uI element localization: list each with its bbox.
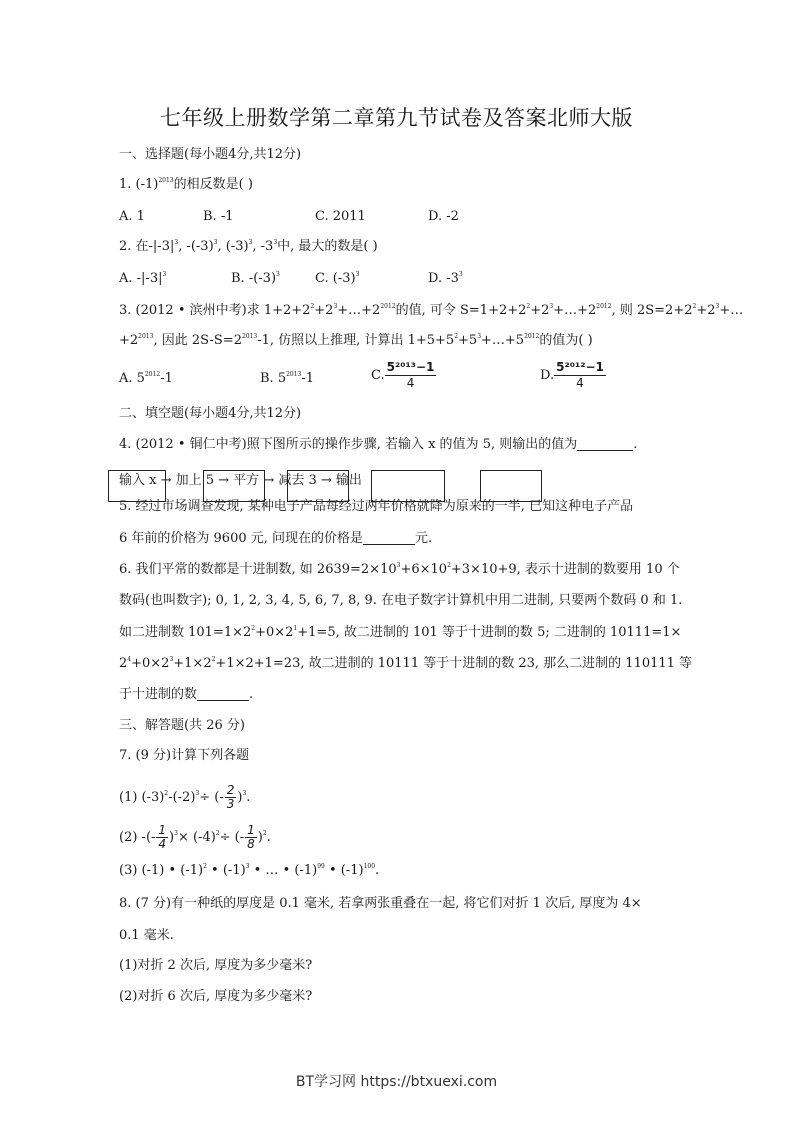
footer-watermark: BT学习网 https://btxuexi.com [295,1074,498,1090]
question-7-part-1: (1) $(-3)^2-(-2)^3\div$ (- $\frac{2}{3}$ )$^3$. [119,783,251,811]
q3-option-d: D. $\frac{\text{5²⁰¹²−1}}{4}$ [540,360,604,390]
question-1: 1. $(-1)^{2013}$的相反数是( ) [119,177,253,192]
question-8-part-2: (2)对折 6 次后, 厚度为多少毫米? [119,989,313,1004]
q3-option-d-fraction: $\frac{\text{5²⁰¹²−1}}{4}$ [556,360,604,390]
question-4: 4. (2012 • 铜仁中考)照下图所示的操作步骤, 若输入 x 的值为 5, 则输出的值为 . [119,437,638,452]
section-choice-heading: 一、选择题(每小题4分,共12分) [119,147,302,162]
page-title: 七年级上册数学第二章第九节试卷及答案北师大版 [160,106,633,130]
fraction: $\frac{1}{8}$ [247,823,255,851]
question-8-line-1: 8. (7 分)有一种纸的厚度是 0.1 毫米, 若拿两张重叠在一起, 将它们对折 1 次后, 厚度为 4× [119,896,642,911]
fraction: $\frac{2}{3}$ [226,783,235,811]
question-3-line-1: 3. (2012 • 滨州中考)求 $1+2+2^2+2^3+\dots+2^{2012}$的值, 可令 $S=1+2+2^2+2^3+\dots+2^{2012}$, 则 $2S=2+2^2+2^3+\dots$ [119,303,744,318]
q2-option-d: D. $-3^3$ [428,271,463,286]
q3-option-b: B. $5^{2013}-1$ [260,371,315,386]
q3-option-c: C. $\frac{\text{5²⁰¹³−1}}{4}$ [371,360,435,390]
question-3-line-2: $+2^{2013}$, 因此 $2S-S=2^{2013}-1$, 仿照以上推理, 计算出 $1+5+5^2+5^3+\dots+5^{2012}$的值为( ) [119,333,593,348]
question-6-line-3: 如二进制数 $101=1\times 2^2+0\times 2^1+1=5$, 故二进制的 101 等于十进制的数 5; 二进制的 10111=1× [119,625,682,640]
question-7-part-3: (3) (-1) • $(-1)^2$ • $(-1)^3$ • … • $(-1)^{99}$ • $(-1)^{100}$. [119,863,380,878]
answer-blank [197,686,249,701]
answer-blank [577,436,633,451]
question-8-line-2: 0.1 毫米. [119,928,174,943]
q3-option-c-fraction: $\frac{\text{5²⁰¹³−1}}{4}$ [386,360,435,390]
answer-blank [363,530,415,545]
q2-option-c: C. $(-3)^3$ [315,271,360,286]
question-6-line-5: 于十进制的数 . [119,687,254,702]
question-6-line-4: $2^4+0\times 2^3+1\times 2^2+1\times 2+1=23$, 故二进制的 10111 等于十进制的数 23, 那么二进制的 110111 等 [119,656,693,671]
question-7: 7. (9 分)计算下列各题 [119,748,250,763]
question-6-line-1: 6. 我们平常的数都是十进制数, 如 $2639=2\times 10^3+6\times 10^2+3\times 10+9$, 表示十进制的数要用 10 个 [119,562,680,577]
question-7-part-2: (2) -(- $\frac{1}{4}$ )$^3\times (-4)^2\div$ (- $\frac{1}{8}$ )$^2$. [119,823,271,851]
question-2: 2. 在$-|-3|^3$, $-(-3)^3$, $(-3)^3$, $-3^3$中, 最大的数是( ) [119,239,378,254]
section-fill-heading: 二、填空题(每小题4分,共12分) [119,406,302,421]
flow-steps: 输入 x → 加上 5 → 平方 → 减去 3 → 输出 [119,473,362,488]
q1-option-b: B. -1 [203,209,234,224]
q2-option-b: B. $-(-3)^3$ [231,271,280,286]
section-solve-heading: 三、解答题(共 26 分) [119,718,245,733]
q1-option-d: D. -2 [428,209,459,224]
q1-option-a: A. 1 [119,209,145,224]
q1-option-c: C. 2011 [315,209,366,224]
question-6-line-2: 数码(也叫数字); 0, 1, 2, 3, 4, 5, 6, 7, 8, 9. 在电子数字计算机中用二进制, 只要两个数码 0 和 1. [119,593,683,608]
fraction: $\frac{1}{4}$ [158,823,167,851]
question-5-line-2: 6 年前的价格为 9600 元, 问现在的价格是 元. [119,531,433,546]
question-5-line-1: 5. 经过市场调查发现, 某种电子产品每经过两年价格就降为原来的一半, 已知这种电子产品 [119,499,634,514]
q2-option-a: A. $-|-3|^3$ [119,271,167,286]
q3-option-a: A. $5^{2012}-1$ [119,371,173,386]
question-8-part-1: (1)对折 2 次后, 厚度为多少毫米? [119,958,313,973]
